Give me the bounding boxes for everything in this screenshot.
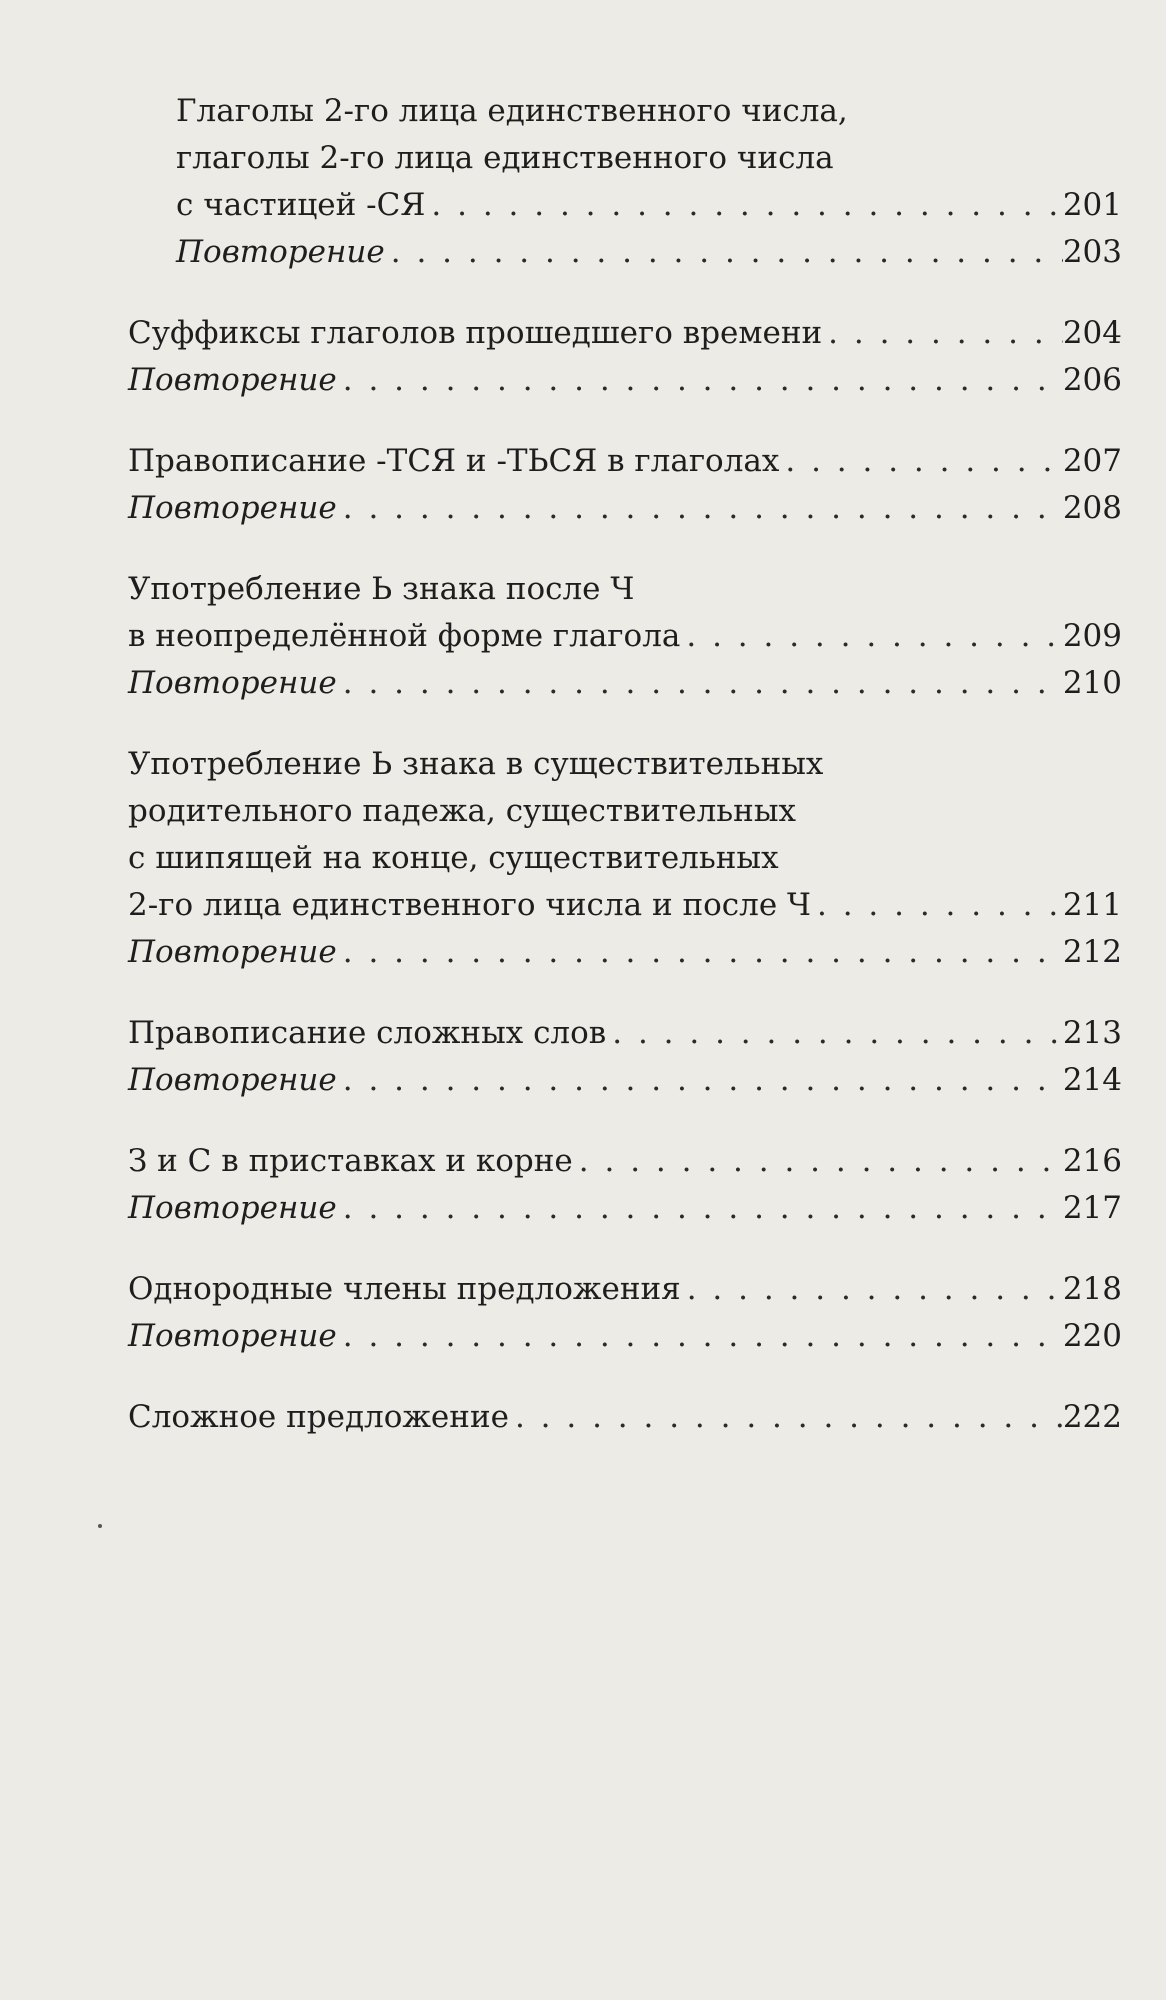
toc-entry-title: Правописание сложных слов (128, 1015, 607, 1051)
toc-entry-title-line: Употребление Ь знака в существительных (128, 746, 824, 782)
toc-entry-title: З и С в приставках и корне (128, 1143, 573, 1179)
toc-entry-title-line: с шипящей на конце, существительных (128, 840, 779, 876)
toc-entry-title: Однородные члены предложения (128, 1271, 681, 1307)
repeat-label: Повторение (128, 1062, 337, 1098)
repeat-label: Повторение (128, 665, 337, 701)
page-number: 216 (1062, 1143, 1122, 1179)
toc-entry-title-line: родительного падежа, существительных (128, 793, 796, 829)
repeat-label: Повторение (128, 934, 337, 970)
page-number: 210 (1062, 665, 1122, 701)
page-number: 211 (1062, 887, 1122, 923)
page-number: 207 (1062, 443, 1122, 479)
toc-entry-title-line: Употребление Ь знака после Ч (128, 571, 635, 607)
toc-entry-title: в неопределённой форме глагола (128, 618, 681, 654)
repeat-label: Повторение (128, 1190, 337, 1226)
repeat-label: Повторение (128, 490, 337, 526)
page-number: 220 (1062, 1318, 1122, 1354)
toc-entry-title: Суффиксы глаголов прошедшего времени (128, 315, 823, 351)
page-number: 209 (1062, 618, 1122, 654)
ink-speck (98, 1524, 102, 1528)
page-number: 213 (1062, 1015, 1122, 1051)
toc-entry-title: Правописание -ТСЯ и -ТЬСЯ в глаголах (128, 443, 780, 479)
repeat-label: Повторение (128, 1318, 337, 1354)
repeat-label: Повторение (176, 234, 385, 270)
toc-entry-title: 2-го лица единственного числа и после Ч (128, 887, 811, 923)
toc-entry-title-line: Глаголы 2-го лица единственного числа, (176, 93, 848, 129)
repeat-label: Повторение (128, 362, 337, 398)
page-number: 217 (1062, 1190, 1122, 1226)
toc-entry-title: с частицей -СЯ (176, 187, 426, 223)
page-number: 204 (1062, 315, 1122, 351)
page-number: 208 (1062, 490, 1122, 526)
page-number: 212 (1062, 934, 1122, 970)
toc-entry-title-line: глаголы 2-го лица единственного числа (176, 140, 834, 176)
page-number: 203 (1062, 234, 1122, 270)
page-number: 201 (1062, 187, 1122, 223)
page-number: 214 (1062, 1062, 1122, 1098)
toc-entry-title: Сложное предложение (128, 1399, 509, 1435)
page-number: 222 (1062, 1399, 1122, 1435)
page-number: 206 (1062, 362, 1122, 398)
page-number: 218 (1062, 1271, 1122, 1307)
